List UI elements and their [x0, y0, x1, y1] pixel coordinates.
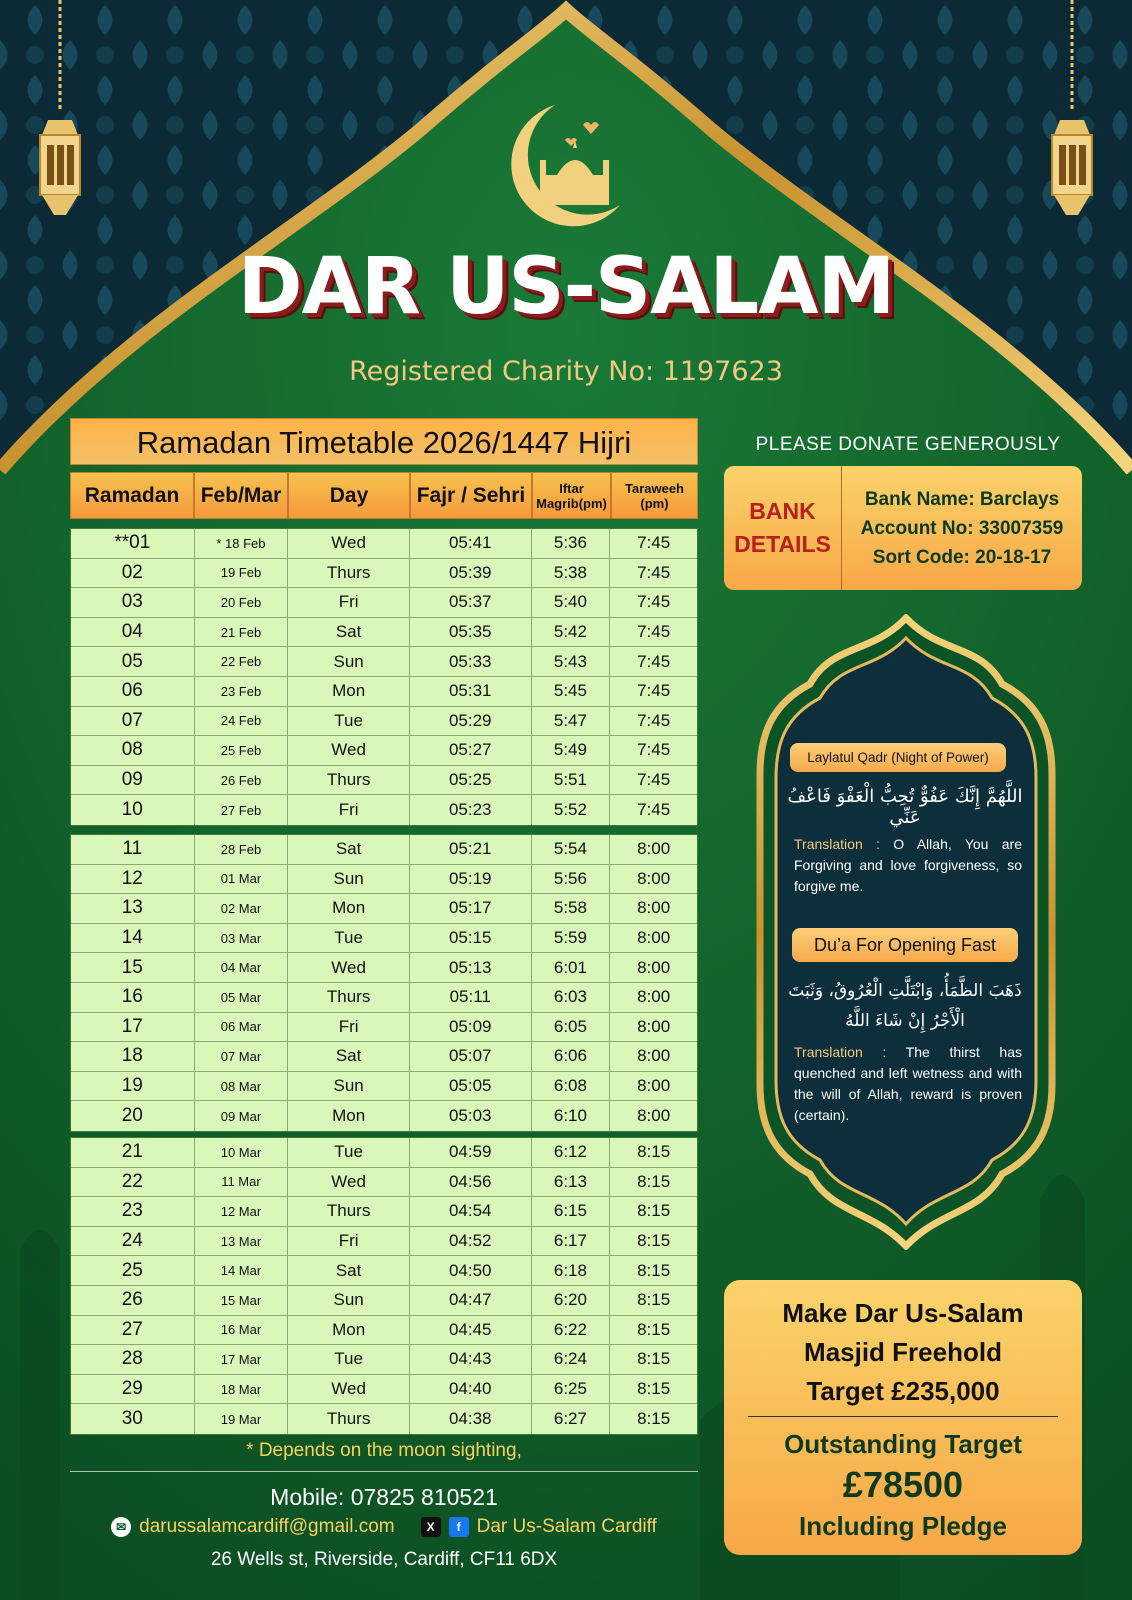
outstanding-target	[724, 1426, 1082, 1544]
taraweeh-time: 8:15	[637, 1290, 671, 1310]
calendar-date: 19 Mar	[195, 1404, 289, 1434]
qadr-translation-label: Translation :	[794, 836, 880, 852]
table-row	[71, 924, 697, 954]
taraweeh-time: 8:00	[637, 839, 671, 859]
bank-label-line2: DETAILS	[734, 531, 831, 557]
lantern-icon-right	[1042, 0, 1102, 230]
calendar-date: 11 Mar	[195, 1168, 289, 1197]
calendar-date: 14 Mar	[195, 1256, 289, 1285]
table-row	[71, 865, 697, 895]
weekday: Sun	[288, 865, 410, 894]
iftar-time: 6:03	[532, 983, 611, 1012]
ramadan-day: 15	[71, 953, 195, 982]
calendar-date: 06 Mar	[195, 1013, 289, 1042]
calendar-date: 09 Mar	[195, 1101, 289, 1131]
col-day: Day	[288, 472, 410, 519]
social-handle[interactable]: Dar Us-Salam Cardiff	[476, 1516, 657, 1537]
col-ramadan: Ramadan	[70, 472, 194, 519]
calendar-date: 26 Feb	[195, 766, 289, 795]
iftar-time: 6:18	[532, 1256, 611, 1285]
iftar-time: 6:15	[532, 1197, 611, 1226]
calendar-date: 04 Mar	[195, 953, 289, 982]
table-row	[71, 1316, 697, 1346]
ramadan-day: 20	[71, 1101, 195, 1131]
account-number: Account No: 33007359	[860, 517, 1064, 539]
taraweeh-time: 7:45	[637, 562, 671, 582]
qadr-arabic: اللَّهُمَّ إِنَّكَ عَفُوٌّ تُحِبُّ الْعَفْوَ فَاعْفُ عَنِّي	[787, 786, 1023, 828]
ramadan-day: 08	[71, 736, 195, 765]
email-icon: ✉	[111, 1517, 131, 1537]
address: 26 Wells st, Riverside, Cardiff, CF11 6DX	[210, 1549, 558, 1570]
calendar-date: 27 Feb	[195, 795, 289, 825]
ramadan-day: 05	[71, 647, 195, 676]
ramadan-day: 07	[71, 707, 195, 736]
fajr-time: 04:38	[410, 1404, 532, 1434]
calendar-date: 16 Mar	[195, 1316, 289, 1345]
calendar-date: 19 Feb	[195, 559, 289, 588]
taraweeh-time: 8:00	[637, 1046, 671, 1066]
table-row	[71, 707, 697, 737]
calendar-date: 25 Feb	[195, 736, 289, 765]
iftar-time: 5:52	[532, 795, 611, 825]
weekday: Thurs	[288, 1197, 410, 1226]
weekday: Tue	[288, 924, 410, 953]
laylatul-qadr-title: Laylatul Qadr (Night of Power)	[790, 743, 1006, 772]
calendar-date: 05 Mar	[195, 983, 289, 1012]
weekday: Fri	[288, 1227, 410, 1256]
table-row	[71, 795, 697, 825]
mobile-number: Mobile: 07825 810521	[270, 1484, 498, 1510]
ramadan-day: 25	[71, 1256, 195, 1285]
ramadan-day: 21	[71, 1138, 195, 1167]
fast-translation-text: The thirst has quenched and left wetness and with the will of Allah, reward is proven (certain).	[794, 1044, 1022, 1123]
fajr-time: 05:27	[410, 736, 532, 765]
ramadan-day: 06	[71, 677, 195, 706]
weekday: Fri	[288, 795, 410, 825]
taraweeh-time: 7:45	[637, 592, 671, 612]
iftar-time: 6:27	[532, 1404, 611, 1434]
iftar-time: 6:24	[532, 1345, 611, 1374]
taraweeh-time: 8:15	[637, 1142, 671, 1162]
table-row	[71, 1227, 697, 1257]
weekday: Sun	[288, 1286, 410, 1315]
taraweeh-time: 8:00	[637, 957, 671, 977]
iftar-time: 6:01	[532, 953, 611, 982]
fajr-time: 04:56	[410, 1168, 532, 1197]
calendar-date: 15 Mar	[195, 1286, 289, 1315]
col-date: Feb/Mar	[194, 472, 288, 519]
calendar-date: 20 Feb	[195, 588, 289, 617]
x-twitter-icon[interactable]: X	[421, 1517, 441, 1537]
moon-sighting-note: * Depends on the moon sighting,	[246, 1440, 522, 1461]
bank-name: Bank Name: Barclays	[864, 488, 1060, 510]
fajr-time: 05:17	[410, 894, 532, 923]
weekday: Fri	[288, 1013, 410, 1042]
fajr-time: 05:07	[410, 1042, 532, 1071]
table-row	[71, 677, 697, 707]
fast-arabic: ذَهَبَ الظَّمَأُ، وَابْتَلَّتِ الْعُرُوقُ، وَثَبَتَ الْأَجْرُ إِنْ شَاءَ اللَّهُ	[788, 981, 1022, 1031]
weekday: Sat	[288, 618, 410, 647]
page-title: DAR US-SALAM	[237, 242, 895, 332]
fajr-time: 05:13	[410, 953, 532, 982]
weekday: Wed	[288, 529, 410, 558]
table-row	[71, 647, 697, 677]
iftar-time: 6:10	[532, 1101, 611, 1131]
fast-translation-label: Translation :	[794, 1044, 887, 1060]
fajr-time: 05:03	[410, 1101, 532, 1131]
weekday: Wed	[288, 736, 410, 765]
calendar-date: 01 Mar	[195, 865, 289, 894]
weekday: Tue	[288, 707, 410, 736]
taraweeh-time: 8:00	[637, 928, 671, 948]
iftar-time: 5:49	[532, 736, 611, 765]
fajr-time: 04:40	[410, 1375, 532, 1404]
taraweeh-time: 8:15	[637, 1349, 671, 1369]
weekday: Sun	[288, 1072, 410, 1101]
ramadan-day: 22	[71, 1168, 195, 1197]
bank-info	[842, 466, 1082, 590]
calendar-date: 22 Feb	[195, 647, 289, 676]
calendar-date: 08 Mar	[195, 1072, 289, 1101]
weekday: Mon	[288, 1101, 410, 1131]
calendar-date: 23 Feb	[195, 677, 289, 706]
calendar-date: 10 Mar	[195, 1138, 289, 1167]
ramadan-day: 13	[71, 894, 195, 923]
iftar-time: 5:51	[532, 766, 611, 795]
target-heading	[724, 1294, 1082, 1411]
weekday: Wed	[288, 1375, 410, 1404]
weekday: Fri	[288, 588, 410, 617]
lantern-icon-left	[30, 0, 90, 230]
bank-details-box	[724, 466, 1082, 590]
bank-details-label	[724, 466, 842, 590]
calendar-date: 13 Mar	[195, 1227, 289, 1256]
contact-line	[70, 1516, 698, 1538]
weekday: Tue	[288, 1138, 410, 1167]
fajr-time: 05:37	[410, 588, 532, 617]
table-row	[71, 983, 697, 1013]
taraweeh-time: 8:00	[637, 1106, 671, 1126]
taraweeh-time: 8:15	[637, 1260, 671, 1280]
iftar-time: 5:42	[532, 618, 611, 647]
ramadan-day: 12	[71, 865, 195, 894]
iftar-time: 6:22	[532, 1316, 611, 1345]
ramadan-day: 26	[71, 1286, 195, 1315]
fajr-time: 05:09	[410, 1013, 532, 1042]
iftar-time: 5:59	[532, 924, 611, 953]
taraweeh-time: 7:45	[637, 800, 671, 820]
ramadan-day: 29	[71, 1375, 195, 1404]
table-row	[71, 1286, 697, 1316]
timetable-block-1	[70, 528, 698, 826]
weekday: Mon	[288, 1316, 410, 1345]
table-row	[71, 835, 697, 865]
fajr-time: 04:54	[410, 1197, 532, 1226]
table-row	[71, 1042, 697, 1072]
table-row	[71, 1072, 697, 1102]
calendar-date: 17 Mar	[195, 1345, 289, 1374]
weekday: Tue	[288, 1345, 410, 1374]
iftar-time: 5:47	[532, 707, 611, 736]
ramadan-day: 10	[71, 795, 195, 825]
iftar-time: 6:25	[532, 1375, 611, 1404]
table-row	[71, 618, 697, 648]
fajr-time: 04:59	[410, 1138, 532, 1167]
table-row	[71, 766, 697, 796]
taraweeh-time: 8:00	[637, 868, 671, 888]
weekday: Mon	[288, 677, 410, 706]
table-row	[71, 529, 697, 559]
iftar-time: 5:56	[532, 865, 611, 894]
calendar-date: 02 Mar	[195, 894, 289, 923]
col-taraweeh: Taraweeh (pm)	[611, 472, 698, 519]
table-row	[71, 1197, 697, 1227]
timetable-header	[70, 472, 698, 519]
ramadan-day: 16	[71, 983, 195, 1012]
taraweeh-time: 8:00	[637, 987, 671, 1007]
table-row	[71, 1168, 697, 1198]
ramadan-day: **01	[71, 529, 195, 558]
weekday: Thurs	[288, 559, 410, 588]
iftar-time: 6:06	[532, 1042, 611, 1071]
taraweeh-time: 8:00	[637, 1076, 671, 1096]
outstanding-label: Outstanding Target	[784, 1429, 1022, 1459]
fajr-time: 04:50	[410, 1256, 532, 1285]
taraweeh-time: 8:15	[637, 1379, 671, 1399]
weekday: Mon	[288, 894, 410, 923]
iftar-time: 6:12	[532, 1138, 611, 1167]
fajr-time: 05:25	[410, 766, 532, 795]
calendar-date: 03 Mar	[195, 924, 289, 953]
weekday: Sat	[288, 1042, 410, 1071]
ramadan-day: 02	[71, 559, 195, 588]
pledge-note: Including Pledge	[798, 1511, 1007, 1541]
taraweeh-time: 7:45	[637, 681, 671, 701]
fajr-time: 05:15	[410, 924, 532, 953]
table-row	[71, 588, 697, 618]
outstanding-amount: £78500	[842, 1464, 964, 1505]
table-row	[71, 953, 697, 983]
fajr-time: 05:23	[410, 795, 532, 825]
target-line-2: Masjid Freehold	[804, 1337, 1002, 1367]
taraweeh-time: 8:15	[637, 1409, 671, 1429]
fajr-time: 04:52	[410, 1227, 532, 1256]
taraweeh-time: 8:15	[637, 1201, 671, 1221]
target-line-3: Target £235,000	[806, 1376, 1000, 1406]
col-fajr: Fajr / Sehri	[410, 472, 532, 519]
fajr-time: 05:21	[410, 835, 532, 864]
ramadan-day: 03	[71, 588, 195, 617]
calendar-date: 28 Feb	[195, 835, 289, 864]
fundraising-target-box	[724, 1280, 1082, 1555]
table-row	[71, 1013, 697, 1043]
timetable-block-3	[70, 1137, 698, 1435]
crescent-moon-icon	[495, 100, 635, 235]
fajr-time: 05:35	[410, 618, 532, 647]
fajr-time: 05:31	[410, 677, 532, 706]
weekday: Sun	[288, 647, 410, 676]
fajr-time: 04:47	[410, 1286, 532, 1315]
weekday: Thurs	[288, 766, 410, 795]
calendar-date: 18 Mar	[195, 1375, 289, 1404]
fast-translation	[794, 1042, 1022, 1126]
fajr-time: 04:43	[410, 1345, 532, 1374]
ramadan-day: 23	[71, 1197, 195, 1226]
iftar-time: 6:05	[532, 1013, 611, 1042]
bank-label-line1: BANK	[749, 498, 816, 524]
timetable-block-2	[70, 834, 698, 1132]
table-row	[71, 1256, 697, 1286]
taraweeh-time: 8:15	[637, 1171, 671, 1191]
iftar-time: 6:20	[532, 1286, 611, 1315]
taraweeh-time: 7:45	[637, 651, 671, 671]
calendar-date: 24 Feb	[195, 707, 289, 736]
ramadan-day: 30	[71, 1404, 195, 1434]
ramadan-day: 09	[71, 766, 195, 795]
ramadan-day: 14	[71, 924, 195, 953]
table-row	[71, 559, 697, 589]
weekday: Thurs	[288, 983, 410, 1012]
opening-fast-title: Du’a For Opening Fast	[792, 928, 1018, 962]
iftar-time: 5:36	[532, 529, 611, 558]
fajr-time: 05:05	[410, 1072, 532, 1101]
taraweeh-time: 7:45	[637, 533, 671, 553]
table-row	[71, 1404, 697, 1434]
ramadan-day: 24	[71, 1227, 195, 1256]
taraweeh-time: 7:45	[637, 770, 671, 790]
ramadan-day: 19	[71, 1072, 195, 1101]
iftar-time: 5:54	[532, 835, 611, 864]
ramadan-day: 04	[71, 618, 195, 647]
taraweeh-time: 7:45	[637, 710, 671, 730]
calendar-date: * 18 Feb	[195, 529, 289, 558]
weekday: Sat	[288, 1256, 410, 1285]
taraweeh-time: 7:45	[637, 740, 671, 760]
iftar-time: 6:13	[532, 1168, 611, 1197]
fajr-time: 05:11	[410, 983, 532, 1012]
iftar-time: 6:17	[532, 1227, 611, 1256]
table-row	[71, 1101, 697, 1131]
fajr-time: 05:19	[410, 865, 532, 894]
ramadan-day: 27	[71, 1316, 195, 1345]
taraweeh-time: 8:15	[637, 1319, 671, 1339]
sort-code: Sort Code: 20-18-17	[872, 546, 1052, 568]
fajr-time: 05:33	[410, 647, 532, 676]
weekday: Sat	[288, 835, 410, 864]
iftar-time: 5:45	[532, 677, 611, 706]
fajr-time: 05:29	[410, 707, 532, 736]
qadr-translation	[794, 834, 1022, 897]
facebook-icon[interactable]: f	[449, 1517, 469, 1537]
iftar-time: 5:38	[532, 559, 611, 588]
target-line-1: Make Dar Us-Salam	[782, 1298, 1024, 1328]
fajr-time: 04:45	[410, 1316, 532, 1345]
iftar-time: 6:08	[532, 1072, 611, 1101]
donate-heading: PLEASE DONATE GENEROUSLY	[755, 434, 1061, 455]
charity-number: Registered Charity No: 1197623	[349, 356, 783, 387]
footer-divider	[70, 1471, 698, 1472]
ramadan-day: 17	[71, 1013, 195, 1042]
table-row	[71, 1375, 697, 1405]
fajr-time: 05:39	[410, 559, 532, 588]
weekday: Wed	[288, 953, 410, 982]
table-row	[71, 736, 697, 766]
taraweeh-time: 8:00	[637, 898, 671, 918]
ramadan-day: 18	[71, 1042, 195, 1071]
table-row	[71, 894, 697, 924]
taraweeh-time: 7:45	[637, 622, 671, 642]
taraweeh-time: 8:15	[637, 1231, 671, 1251]
col-iftar: Iftar Magrib(pm)	[532, 472, 611, 519]
iftar-time: 5:43	[532, 647, 611, 676]
calendar-date: 21 Feb	[195, 618, 289, 647]
calendar-date: 07 Mar	[195, 1042, 289, 1071]
ramadan-day: 11	[71, 835, 195, 864]
ramadan-day: 28	[71, 1345, 195, 1374]
target-divider	[748, 1416, 1058, 1417]
table-row	[71, 1138, 697, 1168]
qadr-translation-text: O Allah, You are Forgiving and love forgiveness, so forgive me.	[794, 836, 1022, 894]
table-row	[71, 1345, 697, 1375]
weekday: Thurs	[288, 1404, 410, 1434]
fajr-time: 05:41	[410, 529, 532, 558]
calendar-date: 12 Mar	[195, 1197, 289, 1226]
weekday: Wed	[288, 1168, 410, 1197]
iftar-time: 5:58	[532, 894, 611, 923]
email-address[interactable]: darussalamcardiff@gmail.com	[139, 1516, 395, 1537]
timetable-title: Ramadan Timetable 2026/1447 Hijri	[70, 418, 698, 465]
taraweeh-time: 8:00	[637, 1016, 671, 1036]
iftar-time: 5:40	[532, 588, 611, 617]
